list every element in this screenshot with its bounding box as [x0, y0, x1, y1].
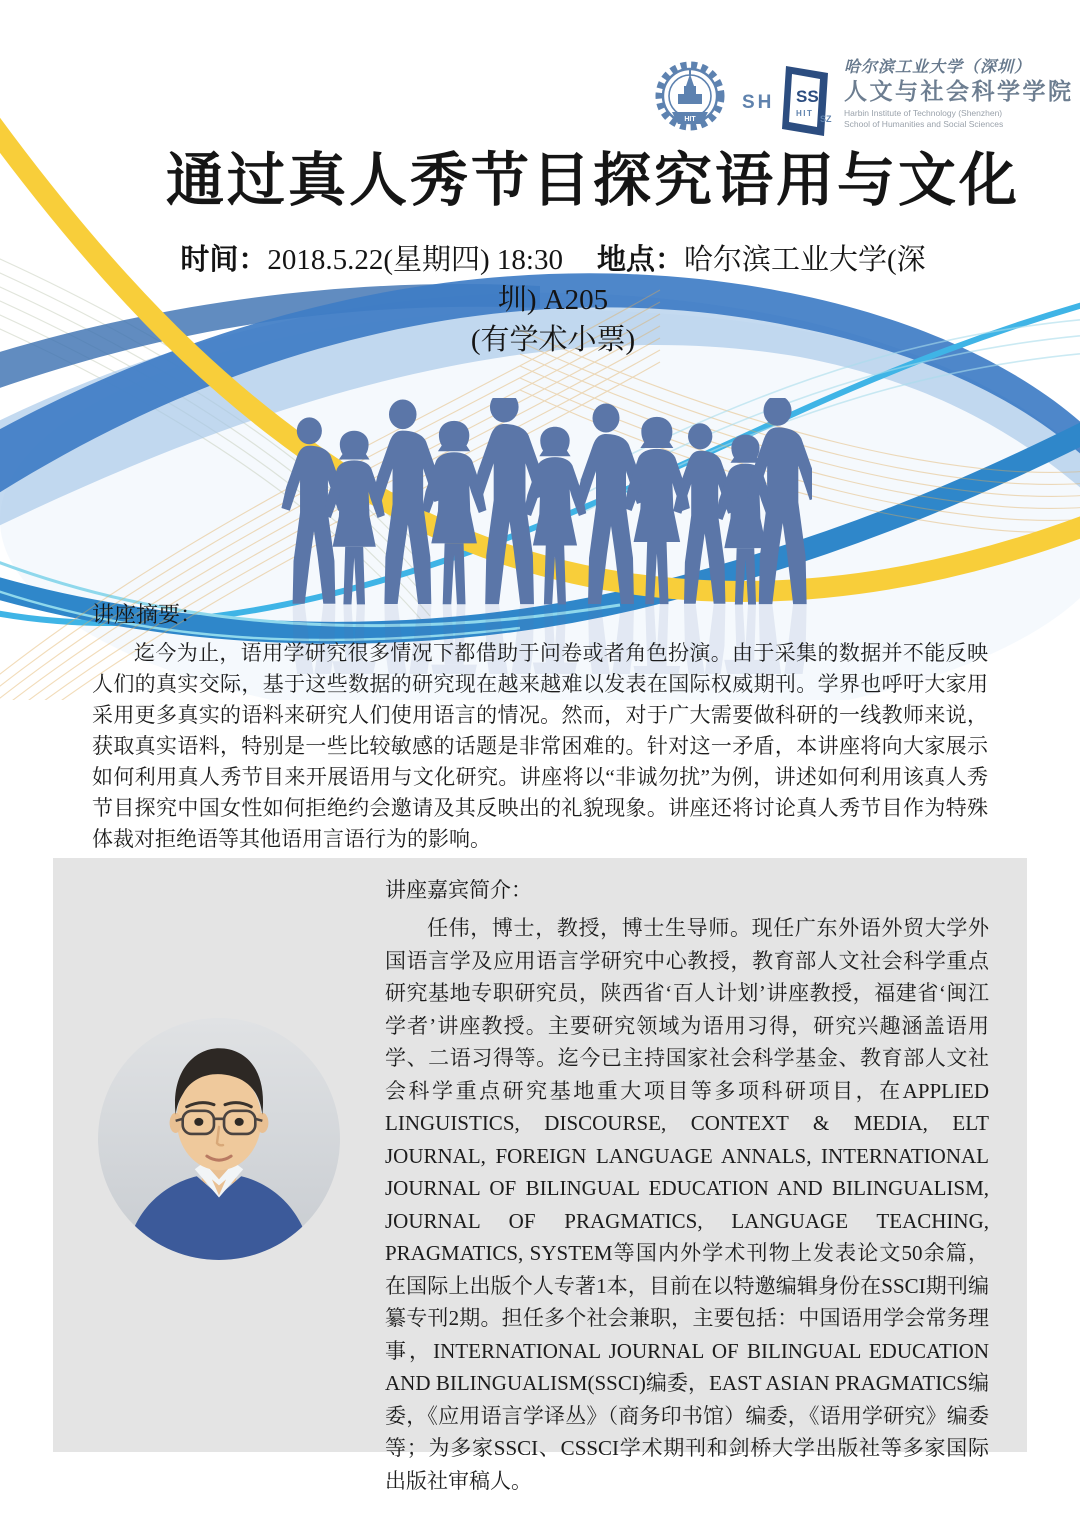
shss-logo-hit: HIT [796, 109, 814, 118]
speaker-bio-section [385, 874, 989, 1497]
school-wordmark [844, 60, 1074, 130]
speaker-bio-heading: 讲座嘉宾简介： [385, 878, 532, 902]
speaker-panel [53, 858, 1027, 1493]
event-note: (有学术小票) [470, 324, 636, 356]
shss-logo-sh: SH [742, 92, 775, 113]
abstract-body: 迄今为止，语用学研究很多情况下都借助于问卷或者角色扮演。由于采集的数据并不能反映人们的真实交际，基于这些数据的研究现在越来越难以发表在国际权威期刊。学界也呼吁大家用采用更多真实的语料来研究人们使用语言的情况。然而，对于广大需要做科研的一线教师来说，获取真实语料，特别是一些比较敏感的话题是非常困难的。针对这一矛盾，本讲座将向大家展示如何利用真人秀节目来开展语用与文化研究。讲座将以“非诚勿扰”为例，讲述如何利用该真人秀节目探究中国女性如何拒绝约会邀请及其反映出的礼貌现象。讲座还将讨论真人秀节目作为特殊体裁对拒绝语等其他语用言语行为的影响。 [92, 641, 988, 851]
poster-title: 通过真人秀节目探究语用与文化 [166, 148, 1021, 213]
time-value: 2018.5.22(星期四) 18:30 [267, 244, 563, 276]
location-value: 哈尔滨工业大学(深圳) A205 [497, 244, 926, 316]
university-name-cn: 哈尔滨工业大学（深圳） [844, 59, 1032, 76]
event-meta [166, 240, 940, 360]
shss-logo-ss: SS [796, 87, 819, 106]
school-name-en: School of Humanities and Social Sciences [844, 118, 1004, 129]
event-time-location-line [166, 240, 940, 320]
abstract-section [92, 598, 988, 855]
university-name-en: Harbin Institute of Technology (Shenzhen) [844, 108, 1003, 118]
school-name-cn: 人文与社会科学学院 [844, 78, 1074, 104]
shss-school-logo [740, 60, 836, 142]
speaker-photo [98, 1018, 340, 1260]
shss-logo-sz: SZ [820, 114, 832, 124]
time-label: 时间： [180, 244, 268, 276]
emblem-caption: HIT [684, 116, 696, 123]
speaker-bio-body: 任伟，博士，教授，博士生导师。现任广东外语外贸大学外国语言学及应用语言学研究中心教授，教育部人文社会科学重点研究基地专职研究员，陕西省‘百人计划’讲座教授，福建省‘闽江学者’讲座教授。主要研究领域为语用习得，研究兴趣涵盖语用学、二语习得等。迄今已主持国家社会科学基金、教育部人文社会科学重点研究基地重大项目等多项科研项目，在APPLIED LINGUISTICS, DISCOURSE, CONTEXT & MEDIA, ELT JOURNAL, FOREIGN LANGUAGE ANNALS, INTERNATIONAL JOURNAL OF BILINGUAL EDUCATION AND BILINGUALISM, JOURNAL OF PRAGMATICS, LANGUAGE TEACHING, PRAGMATICS, SYSTEM等国内外学术刊物上发表论文50余篇，在国际上出版个人专著1本，目前在以特邀编辑身份在SSCI期刊编纂专刊2期。担任多个社会兼职，主要包括：中国语用学会常务理事，INTERNATIONAL JOURNAL OF BILINGUAL EDUCATION AND BILINGUALISM(SSCI)编委，EAST ASIAN PRAGMATICS编委，《应用语言学译丛》（商务印书馆）编委，《语用学研究》编委等；为多家SSCI、CSSCI学术期刊和剑桥大学出版社等多家国际出版社审稿人。 [385, 916, 989, 1493]
abstract-heading: 讲座摘要： [92, 602, 203, 627]
location-label: 地点： [596, 244, 684, 276]
hit-university-emblem-logo [648, 56, 732, 140]
